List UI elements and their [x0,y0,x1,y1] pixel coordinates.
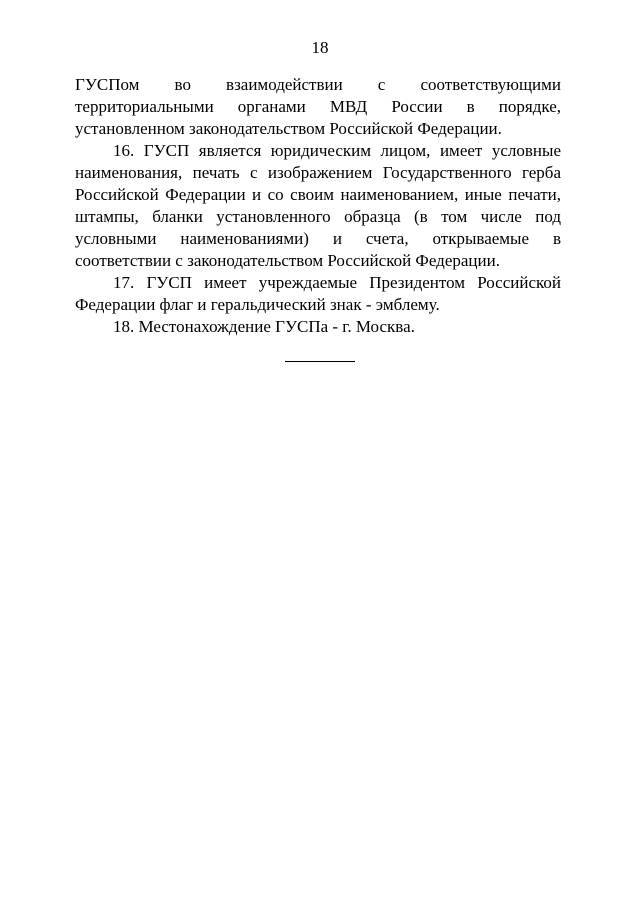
paragraph-continuation: ГУСПом во взаимодействии с соответствующими территориальными органами МВД России в порядке, установленном законодательством Российской Федерации. [75,75,561,138]
paragraph-17: 17. ГУСП имеет учреждаемые Президентом Российской Федерации флаг и геральдический знак - эмблему. [75,273,561,314]
document-body [75,74,561,338]
end-separator-line [285,361,355,362]
paragraph-16: 16. ГУСП является юридическим лицом, имеет условные наименования, печать с изображением Государственного герба Российской Федерации и со своим наименованием, иные печати, штампы, бланки установленного образца (в том числе под условными наименованиями) и счета, открываемые в соответствии с законодательством Российской Федерации. [75,141,561,270]
paragraph-18: 18. Местонахождение ГУСПа - г. Москва. [113,317,415,336]
page-number: 18 [311,38,329,57]
